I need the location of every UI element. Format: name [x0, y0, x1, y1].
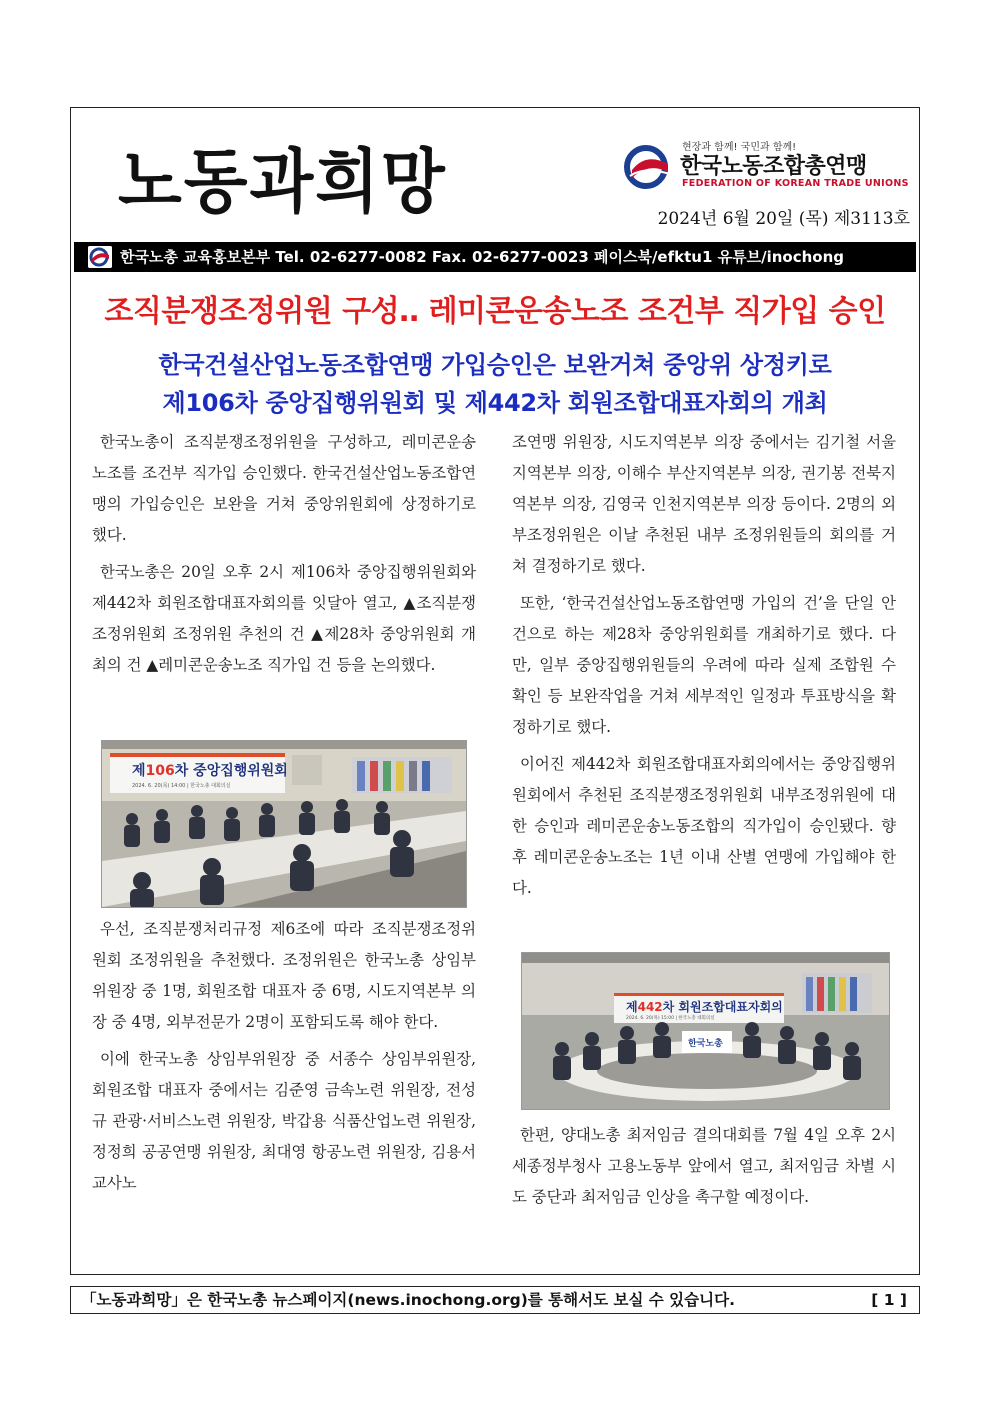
banner-suffix: 차 회원조합대표자회의 — [662, 1000, 783, 1014]
banner-suffix: 차 중앙집행위원회 — [174, 763, 288, 779]
page-number: [ 1 ] — [871, 1291, 907, 1309]
paragraph: 한국노총은 20일 오후 2시 제106차 중앙집행위원회와 제442차 회원조합대표자회의를 잇달아 열고, ▲조직분쟁조정위원회 조정위원 추천의 건 ▲제28차 중앙위원회 개최의 건 ▲레미콘운송노조 직가입 건 등을 논의했다. — [92, 563, 476, 674]
subheadline-1: 한국건설산업노동조합연맹 가입승인은 보완거쳐 중앙위 상정키로 — [158, 351, 832, 379]
paragraph: 이에 한국노총 상임부위원장 중 서종수 상임부위원장, 회원조합 대표자 중에서는 김준영 금속노련 위원장, 전성규 관광·서비스노련 위원장, 박갑용 식품산업노련 위원장, 정정희 공공연맹 위원장, 최대영 항공노련 위원장, 김용서 교사노 — [92, 1050, 476, 1192]
newsletter-title: 노동과희망 — [118, 140, 447, 223]
banner-number: 442 — [637, 1000, 663, 1014]
left-column-bottom — [92, 914, 476, 1199]
contact-bar — [74, 242, 916, 272]
paragraph: 이어진 제442차 회원조합대표자회의에서는 중앙집행위원회에서 추천된 조직분쟁조정위원회 내부조정위원에 대한 승인과 레미콘운송노동조합의 직가입이 승인됐다. 향후 레미콘운송노조는 1년 이내 산별 연맹에 가입해야 한다. — [512, 755, 896, 897]
fktu-logo — [624, 138, 914, 198]
headline: 조직분쟁조정위원 구성‥ 레미콘운송노조 조건부 직가입 승인 — [104, 294, 886, 329]
right-column-top — [512, 427, 896, 904]
footer-text: 「노동과희망」은 한국노총 뉴스페이지(news.inochong.org)를 통해서도 보실 수 있습니다. — [81, 1291, 735, 1309]
fktu-small-emblem-icon — [88, 246, 112, 268]
footer-bar — [70, 1286, 920, 1314]
meeting-photo-illustration — [102, 741, 466, 907]
logo-slogan: 현장과 함께! 국민과 함께! — [682, 142, 797, 153]
paragraph: 또한, ‘한국건설산업노동조합연맹 가입의 건’을 단일 안건으로 하는 제28차 중앙위원회를 개최하기로 했다. 다만, 일부 중앙집행위원들의 우려에 따라 실제 조합원 수 확인 등 보완작업을 거쳐 세부적인 일정과 투표방식을 확정하기로 했다. — [512, 594, 896, 736]
subheadline-2: 제106차 중앙집행위원회 및 제442차 회원조합대표자회의 개최 — [162, 389, 828, 417]
photo-central-executive-meeting — [101, 740, 467, 908]
paragraph: 조연맹 위원장, 시도지역본부 의장 중에서는 김기철 서울지역본부 의장, 이해수 부산지역본부 의장, 권기봉 전북지역본부 의장, 김영국 인천지역본부 의장 등이다. 2명의 외부조정위원은 이날 추천된 내부 조정위원들의 회의를 거쳐 결정하기로 했다. — [512, 433, 896, 575]
banner-small-text: 2024. 6. 20(목) 15:00 | 한국노총 대회의실 — [626, 1016, 715, 1021]
svg-text:제442차 회원조합대표자회의 — [626, 999, 783, 1014]
right-column-bottom — [512, 1120, 896, 1213]
logo-org-name: 한국노동조합총연맹 — [680, 154, 867, 179]
banner-prefix: 제 — [626, 1000, 638, 1014]
contact-text: 한국노총 교육홍보본부 Tel. 02-6277-0082 Fax. 02-6277-0023 페이스북/efktu1 유튜브/inochong — [120, 248, 844, 266]
paragraph: 우선, 조직분쟁처리규정 제6조에 따라 조직분쟁조정위원회 조정위원을 추천했다. 조정위원은 한국노총 상임부위원장 중 1명, 회원조합 대표자 중 6명, 시도지역본부 의장 중 4명, 외부전문가 2명이 포함되도록 해야 한다. — [92, 920, 476, 1031]
paragraph: 한국노총이 조직분쟁조정위원을 구성하고, 레미콘운송노조를 조건부 직가입 승인했다. 한국건설산업노동조합연맹의 가입승인은 보완을 거쳐 중앙위원회에 상정하기로 했다. — [92, 433, 476, 544]
photo-union-representatives-meeting — [521, 952, 890, 1110]
paragraph: 한편, 양대노총 최저임금 결의대회를 7월 4일 오후 2시 세종정부청사 고용노동부 앞에서 열고, 최저임금 차별 시도 중단과 최저임금 인상을 촉구할 예정이다. — [512, 1126, 896, 1206]
meeting-photo-illustration — [522, 953, 889, 1109]
banner-number: 106 — [145, 763, 175, 779]
logo-org-name-en: FEDERATION OF KOREAN TRADE UNIONS — [682, 178, 909, 189]
issue-date: 2024년 6월 20일 (목) 제3113호 — [657, 209, 910, 229]
podium-text: 한국노총 — [688, 1039, 723, 1049]
svg-text:제106차 중앙집행위원회 — [132, 762, 288, 779]
left-column-top — [92, 427, 476, 681]
banner-small-text: 2024. 6. 20(목) 14:00 | 한국노총 대회의실 — [132, 783, 231, 789]
fktu-emblem-icon — [624, 144, 674, 190]
banner-prefix: 제 — [132, 763, 146, 779]
